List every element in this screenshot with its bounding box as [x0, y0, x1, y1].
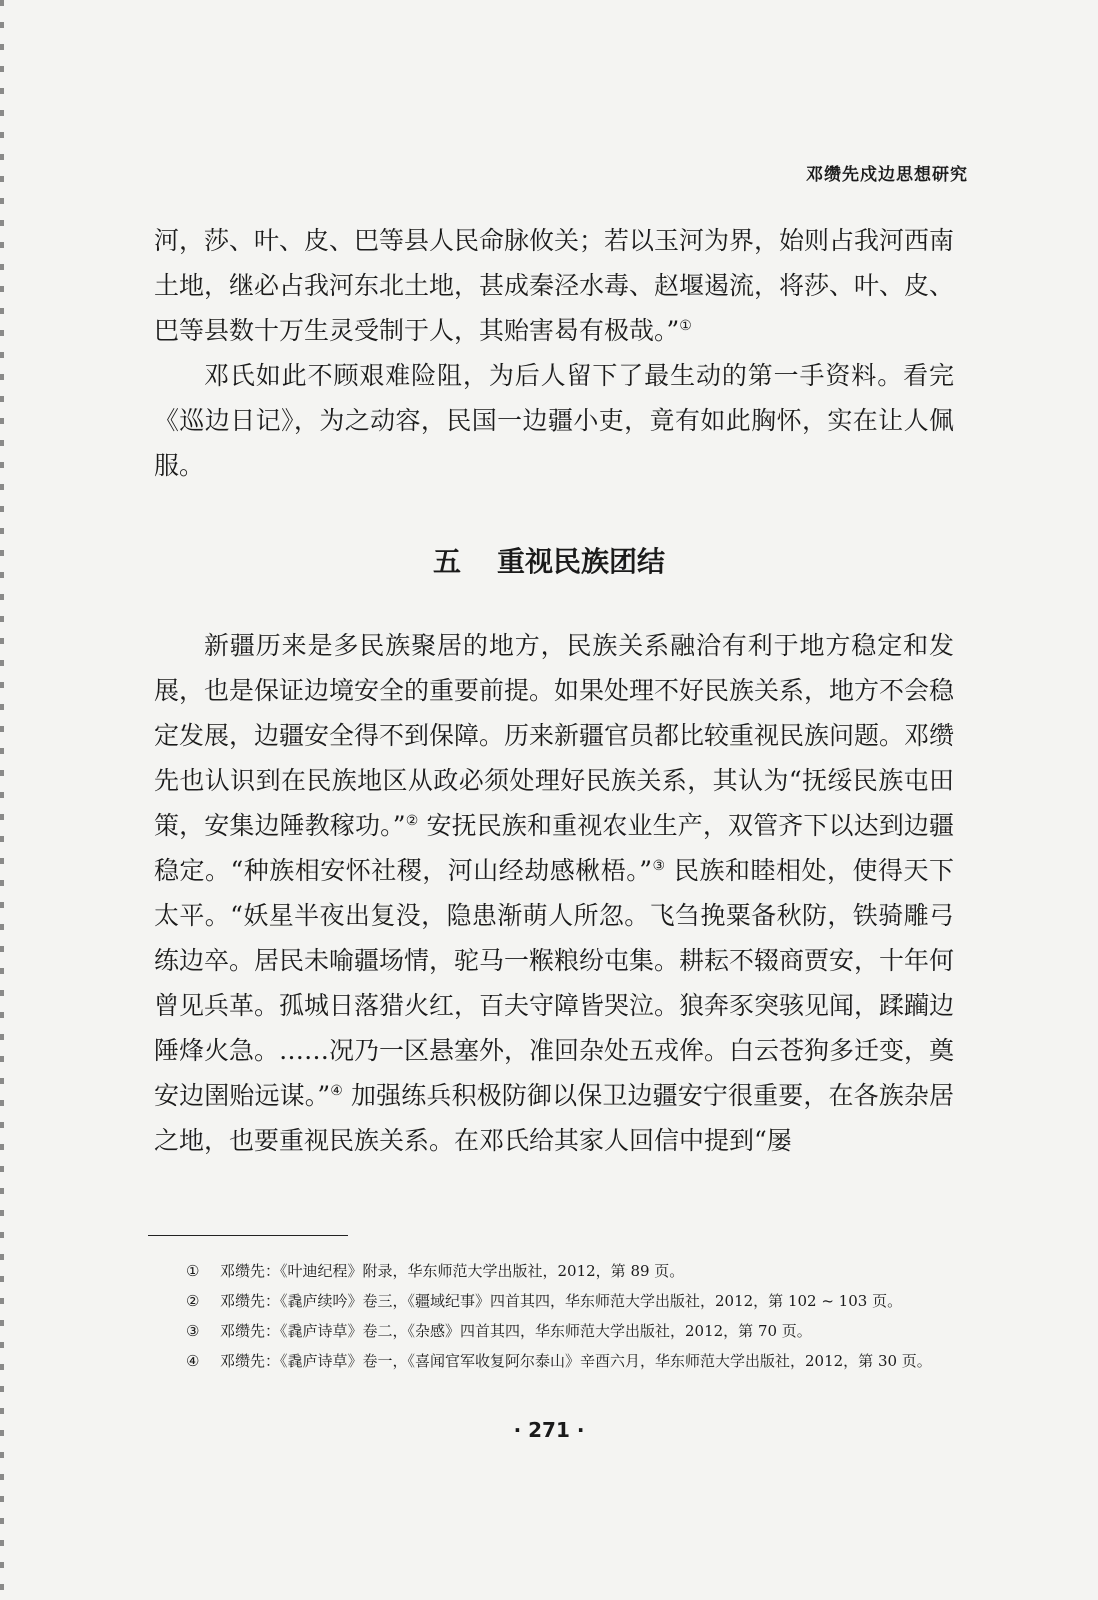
footnote-ref[interactable]: ④ — [330, 1083, 343, 1099]
body-text-section — [154, 623, 954, 1163]
footnotes — [186, 1258, 956, 1378]
paragraph-text: 新疆历来是多民族聚居的地方，民族关系融洽有利于地方稳定和发展，也是保证边境安全的重要前提。如果处理不好民族关系，地方不会稳定发展，边疆安全得不到保障。历来新疆官员都比较重视民族问题。邓缵先也认识到在民族地区从政必须处理好民族关系，其认为“抚绥民族屯田策，安集边陲教稼功。” — [154, 631, 955, 840]
footnote-mark: ② — [186, 1292, 200, 1310]
scan-edge-marks — [0, 0, 4, 1600]
paragraph-text: 安抚民族和重视农业生产，双管齐下以达到边疆稳定。“种族相安怀社稷，河山经劫感楸梧。” — [154, 811, 954, 885]
section-title: 重视民族团结 — [497, 545, 666, 578]
paragraph-text: 邓氏如此不顾艰难险阻，为后人留下了最生动的第一手资料。看完《巡边日记》，为之动容，民国一边疆小吏，竟有如此胸怀，实在让人佩服。 — [154, 361, 954, 480]
footnote-ref[interactable]: ③ — [652, 858, 666, 874]
footnote-mark: ③ — [186, 1322, 200, 1340]
section-number: 五 — [432, 545, 461, 578]
footnote-text: 邓缵先：《毳庐续吟》卷三，《疆域纪事》四首其四，华东师范大学出版社，2012，第 102 ~ 103 页。 — [220, 1292, 903, 1310]
footnote-text: 邓缵先：《毳庐诗草》卷一，《喜闻官军收复阿尔泰山》辛酉六月，华东师范大学出版社，2012，第 30 页。 — [220, 1352, 932, 1370]
footnote-item — [186, 1348, 956, 1374]
paragraph-text: 加强练兵积极防御以保卫边疆安宁很重要，在各族杂居之地，也要重视民族关系。在邓氏给其家人回信中提到“屡 — [154, 1081, 954, 1155]
footnote-text: 邓缵先：《毳庐诗草》卷二，《杂感》四首其四，华东师范大学出版社，2012，第 70 页。 — [220, 1322, 812, 1340]
body-text-top — [154, 218, 954, 488]
footnote-mark: ④ — [186, 1352, 200, 1370]
footnote-mark: ① — [186, 1262, 200, 1280]
paragraph-continued — [154, 218, 954, 353]
footnote-text: 邓缵先：《叶迪纪程》附录，华东师范大学出版社，2012，第 89 页。 — [220, 1262, 685, 1280]
footnote-item — [186, 1318, 956, 1344]
footnote-item — [186, 1288, 956, 1314]
paragraph-text: 河，莎、叶、皮、巴等县人民命脉攸关；若以玉河为界，始则占我河西南土地，继必占我河东北土地，甚成秦泾水毒、赵堰遏流，将莎、叶、皮、巴等县数十万生灵受制于人，其贻害曷有极哉。” — [154, 226, 955, 345]
paragraph — [154, 353, 954, 488]
running-header: 邓缵先戍边思想研究 — [806, 165, 968, 185]
paragraph-text: 民族和睦相处，使得天下太平。“妖星半夜出复没，隐患渐萌人所忽。飞刍挽粟备秋防，铁骑雕弓练边卒。居民未喻疆场情，驼马一糇粮纷屯集。耕耘不辍商贾安，十年何曾见兵革。孤城日落猎火红，百夫守障皆哭泣。狼奔豕突骇见闻，蹂躏边陲烽火急。……况乃一区悬塞外，准回杂处五戎侔。白云苍狗多迁变，奠安边圉贻远谋。” — [154, 856, 955, 1110]
footnote-divider — [148, 1235, 348, 1236]
page-number: · 271 · — [513, 1418, 585, 1442]
footnote-item — [186, 1258, 956, 1284]
footnote-ref[interactable]: ② — [405, 813, 419, 829]
section-heading — [0, 540, 1098, 580]
footnote-ref[interactable]: ① — [679, 318, 692, 334]
paragraph — [154, 623, 954, 1163]
